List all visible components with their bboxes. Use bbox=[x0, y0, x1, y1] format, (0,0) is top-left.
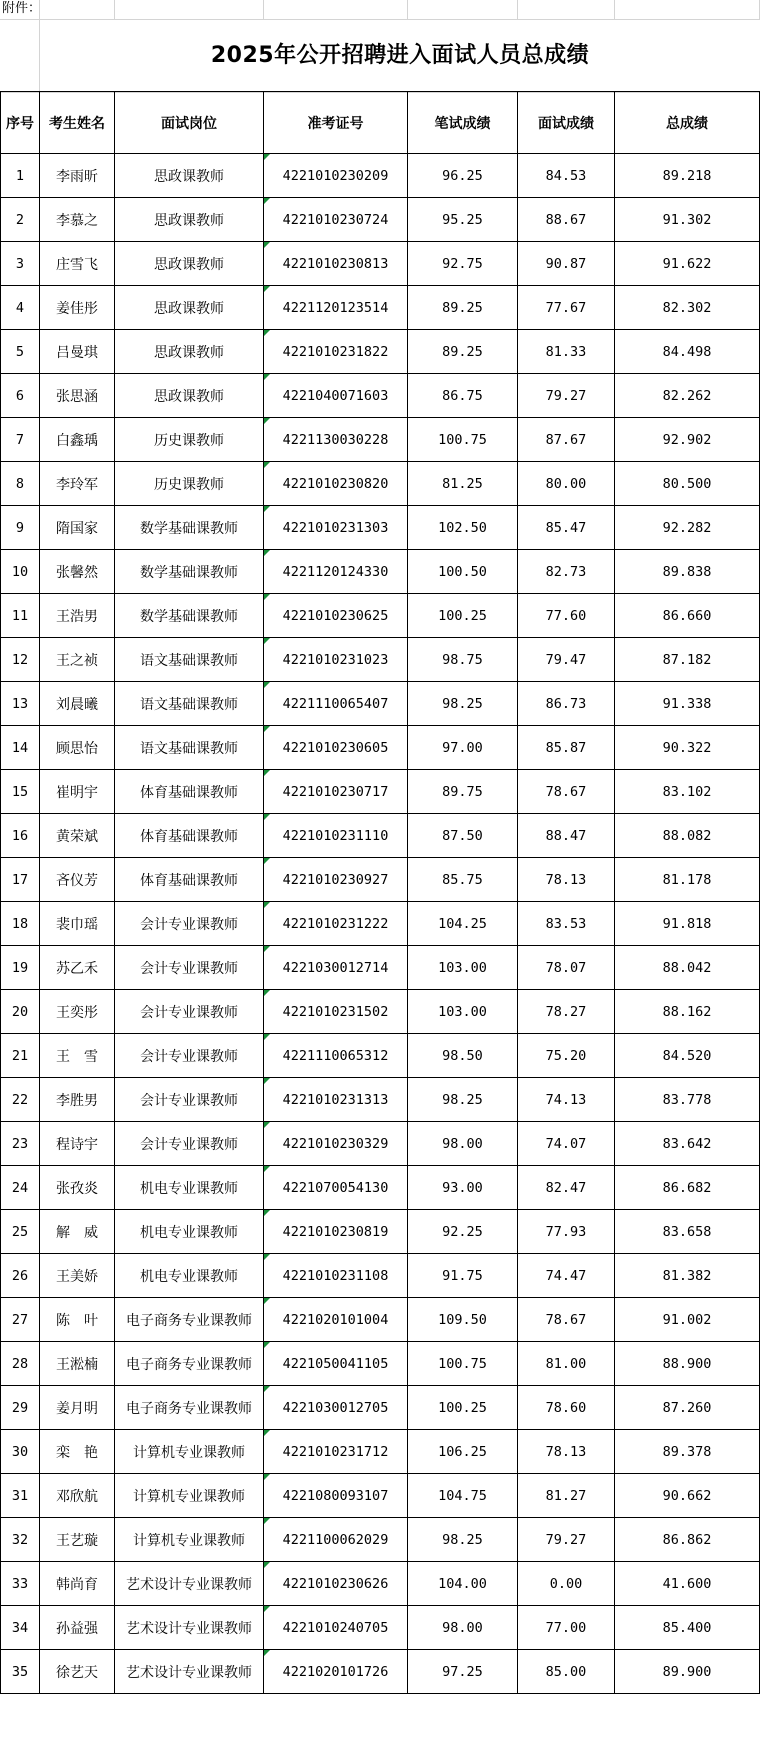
cell-position: 语文基础课教师 bbox=[115, 638, 264, 682]
cell-index: 18 bbox=[1, 902, 40, 946]
cell-total-score: 86.660 bbox=[615, 594, 760, 638]
cell-written-score: 89.25 bbox=[408, 286, 518, 330]
table-row bbox=[1, 462, 760, 506]
cell-position: 会计专业课教师 bbox=[115, 1078, 264, 1122]
cell-index: 21 bbox=[1, 1034, 40, 1078]
cell-exam-id: 4221010240705 bbox=[264, 1606, 408, 1650]
cell-interview-score: 78.13 bbox=[518, 1430, 615, 1474]
cell-exam-id: 4221120123514 bbox=[264, 286, 408, 330]
cell-position: 会计专业课教师 bbox=[115, 902, 264, 946]
cell-index: 10 bbox=[1, 550, 40, 594]
cell-index: 2 bbox=[1, 198, 40, 242]
table-row bbox=[1, 242, 760, 286]
cell-index: 3 bbox=[1, 242, 40, 286]
cell-total-score: 83.778 bbox=[615, 1078, 760, 1122]
cell-written-score: 98.00 bbox=[408, 1122, 518, 1166]
cell-total-score: 82.262 bbox=[615, 374, 760, 418]
cell-position: 计算机专业课教师 bbox=[115, 1430, 264, 1474]
cell-total-score: 84.498 bbox=[615, 330, 760, 374]
cell-position: 思政课教师 bbox=[115, 374, 264, 418]
cell-position: 语文基础课教师 bbox=[115, 726, 264, 770]
cell-interview-score: 77.67 bbox=[518, 286, 615, 330]
cell-written-score: 98.25 bbox=[408, 682, 518, 726]
cell-total-score: 82.302 bbox=[615, 286, 760, 330]
cell-interview-score: 77.93 bbox=[518, 1210, 615, 1254]
cell-exam-id: 4221010230209 bbox=[264, 154, 408, 198]
cell-total-score: 80.500 bbox=[615, 462, 760, 506]
cell-written-score: 87.50 bbox=[408, 814, 518, 858]
cell-position: 电子商务专业课教师 bbox=[115, 1298, 264, 1342]
cell-exam-id: 4221050041105 bbox=[264, 1342, 408, 1386]
cell-exam-id: 4221010230820 bbox=[264, 462, 408, 506]
cell-position: 会计专业课教师 bbox=[115, 990, 264, 1034]
cell-exam-id: 4221130030228 bbox=[264, 418, 408, 462]
cell-index: 22 bbox=[1, 1078, 40, 1122]
cell-index: 14 bbox=[1, 726, 40, 770]
cell-total-score: 83.642 bbox=[615, 1122, 760, 1166]
cell-written-score: 97.25 bbox=[408, 1650, 518, 1694]
table-row bbox=[1, 726, 760, 770]
cell-total-score: 84.520 bbox=[615, 1034, 760, 1078]
cell-position: 数学基础课教师 bbox=[115, 506, 264, 550]
cell-position: 会计专业课教师 bbox=[115, 1122, 264, 1166]
cell-written-score: 97.00 bbox=[408, 726, 518, 770]
cell-total-score: 83.102 bbox=[615, 770, 760, 814]
cell-total-score: 87.182 bbox=[615, 638, 760, 682]
table-row bbox=[1, 330, 760, 374]
cell-index: 32 bbox=[1, 1518, 40, 1562]
cell-exam-id: 4221020101726 bbox=[264, 1650, 408, 1694]
title-cell bbox=[0, 19, 760, 93]
cell-index: 28 bbox=[1, 1342, 40, 1386]
cell-total-score: 88.162 bbox=[615, 990, 760, 1034]
cell-exam-id: 4221120124330 bbox=[264, 550, 408, 594]
header-position: 面试岗位 bbox=[115, 92, 264, 154]
cell-total-score: 83.658 bbox=[615, 1210, 760, 1254]
cell-interview-score: 0.00 bbox=[518, 1562, 615, 1606]
cell-written-score: 96.25 bbox=[408, 154, 518, 198]
cell-position: 艺术设计专业课教师 bbox=[115, 1562, 264, 1606]
cell-written-score: 98.75 bbox=[408, 638, 518, 682]
cell-index: 24 bbox=[1, 1166, 40, 1210]
cell-position: 机电专业课教师 bbox=[115, 1254, 264, 1298]
cell-exam-id: 4221010230819 bbox=[264, 1210, 408, 1254]
cell-written-score: 89.75 bbox=[408, 770, 518, 814]
cell-position: 语文基础课教师 bbox=[115, 682, 264, 726]
table-row bbox=[1, 1298, 760, 1342]
cell-name: 王之祯 bbox=[40, 638, 115, 682]
cell-interview-score: 81.33 bbox=[518, 330, 615, 374]
cell-name: 王艺璇 bbox=[40, 1518, 115, 1562]
cell-index: 11 bbox=[1, 594, 40, 638]
cell-position: 体育基础课教师 bbox=[115, 858, 264, 902]
cell-interview-score: 78.13 bbox=[518, 858, 615, 902]
cell-exam-id: 4221010231822 bbox=[264, 330, 408, 374]
cell-written-score: 103.00 bbox=[408, 990, 518, 1034]
cell-exam-id: 4221040071603 bbox=[264, 374, 408, 418]
cell-index: 17 bbox=[1, 858, 40, 902]
cell-name: 王浩男 bbox=[40, 594, 115, 638]
cell-name: 庄雪飞 bbox=[40, 242, 115, 286]
cell-index: 35 bbox=[1, 1650, 40, 1694]
cell-total-score: 90.322 bbox=[615, 726, 760, 770]
cell-exam-id: 4221010231303 bbox=[264, 506, 408, 550]
cell-position: 计算机专业课教师 bbox=[115, 1518, 264, 1562]
cell-written-score: 98.50 bbox=[408, 1034, 518, 1078]
grid-line bbox=[0, 0, 760, 19]
cell-position: 电子商务专业课教师 bbox=[115, 1342, 264, 1386]
cell-interview-score: 83.53 bbox=[518, 902, 615, 946]
cell-name: 李胜男 bbox=[40, 1078, 115, 1122]
cell-total-score: 88.900 bbox=[615, 1342, 760, 1386]
cell-interview-score: 85.47 bbox=[518, 506, 615, 550]
cell-interview-score: 84.53 bbox=[518, 154, 615, 198]
cell-name: 李慕之 bbox=[40, 198, 115, 242]
cell-written-score: 98.00 bbox=[408, 1606, 518, 1650]
cell-interview-score: 82.73 bbox=[518, 550, 615, 594]
cell-total-score: 87.260 bbox=[615, 1386, 760, 1430]
cell-exam-id: 4221010230813 bbox=[264, 242, 408, 286]
cell-interview-score: 74.13 bbox=[518, 1078, 615, 1122]
cell-exam-id: 4221010230927 bbox=[264, 858, 408, 902]
table-row bbox=[1, 198, 760, 242]
cell-exam-id: 4221110065407 bbox=[264, 682, 408, 726]
cell-written-score: 95.25 bbox=[408, 198, 518, 242]
cell-index: 33 bbox=[1, 1562, 40, 1606]
cell-name: 王奕彤 bbox=[40, 990, 115, 1034]
cell-index: 31 bbox=[1, 1474, 40, 1518]
cell-total-score: 41.600 bbox=[615, 1562, 760, 1606]
cell-name: 苏乙禾 bbox=[40, 946, 115, 990]
cell-index: 9 bbox=[1, 506, 40, 550]
cell-total-score: 89.378 bbox=[615, 1430, 760, 1474]
cell-position: 思政课教师 bbox=[115, 154, 264, 198]
cell-position: 历史课教师 bbox=[115, 418, 264, 462]
cell-name: 邓欣航 bbox=[40, 1474, 115, 1518]
cell-position: 会计专业课教师 bbox=[115, 946, 264, 990]
header-exam-id: 准考证号 bbox=[264, 92, 408, 154]
cell-total-score: 85.400 bbox=[615, 1606, 760, 1650]
cell-exam-id: 4221080093107 bbox=[264, 1474, 408, 1518]
cell-written-score: 104.75 bbox=[408, 1474, 518, 1518]
cell-index: 23 bbox=[1, 1122, 40, 1166]
cell-name: 张孜炎 bbox=[40, 1166, 115, 1210]
cell-index: 5 bbox=[1, 330, 40, 374]
cell-index: 6 bbox=[1, 374, 40, 418]
cell-written-score: 109.50 bbox=[408, 1298, 518, 1342]
cell-index: 20 bbox=[1, 990, 40, 1034]
table-row bbox=[1, 550, 760, 594]
cell-position: 计算机专业课教师 bbox=[115, 1474, 264, 1518]
cell-index: 30 bbox=[1, 1430, 40, 1474]
cell-written-score: 92.25 bbox=[408, 1210, 518, 1254]
cell-written-score: 86.75 bbox=[408, 374, 518, 418]
cell-position: 体育基础课教师 bbox=[115, 770, 264, 814]
table-body bbox=[1, 154, 760, 1694]
cell-exam-id: 4221010230329 bbox=[264, 1122, 408, 1166]
cell-position: 数学基础课教师 bbox=[115, 550, 264, 594]
table-row bbox=[1, 770, 760, 814]
table-row bbox=[1, 1430, 760, 1474]
cell-exam-id: 4221030012705 bbox=[264, 1386, 408, 1430]
table-row bbox=[1, 990, 760, 1034]
cell-index: 19 bbox=[1, 946, 40, 990]
table-row bbox=[1, 638, 760, 682]
cell-total-score: 91.302 bbox=[615, 198, 760, 242]
table-row bbox=[1, 1122, 760, 1166]
cell-written-score: 100.75 bbox=[408, 1342, 518, 1386]
cell-name: 栾 艳 bbox=[40, 1430, 115, 1474]
cell-name: 隋国家 bbox=[40, 506, 115, 550]
header-row bbox=[1, 92, 760, 154]
cell-index: 16 bbox=[1, 814, 40, 858]
cell-written-score: 102.50 bbox=[408, 506, 518, 550]
cell-written-score: 93.00 bbox=[408, 1166, 518, 1210]
header-interview-score: 面试成绩 bbox=[518, 92, 615, 154]
cell-exam-id: 4221010231110 bbox=[264, 814, 408, 858]
cell-name: 王美娇 bbox=[40, 1254, 115, 1298]
table-row bbox=[1, 506, 760, 550]
header-written-score: 笔试成绩 bbox=[408, 92, 518, 154]
table-row bbox=[1, 1166, 760, 1210]
cell-position: 思政课教师 bbox=[115, 198, 264, 242]
cell-total-score: 88.082 bbox=[615, 814, 760, 858]
cell-total-score: 91.622 bbox=[615, 242, 760, 286]
cell-position: 体育基础课教师 bbox=[115, 814, 264, 858]
cell-total-score: 81.382 bbox=[615, 1254, 760, 1298]
cell-total-score: 90.662 bbox=[615, 1474, 760, 1518]
cell-name: 白鑫瑀 bbox=[40, 418, 115, 462]
cell-total-score: 91.002 bbox=[615, 1298, 760, 1342]
cell-index: 1 bbox=[1, 154, 40, 198]
cell-interview-score: 77.60 bbox=[518, 594, 615, 638]
cell-index: 27 bbox=[1, 1298, 40, 1342]
header-total-score: 总成绩 bbox=[615, 92, 760, 154]
cell-index: 29 bbox=[1, 1386, 40, 1430]
cell-interview-score: 77.00 bbox=[518, 1606, 615, 1650]
cell-total-score: 89.218 bbox=[615, 154, 760, 198]
cell-exam-id: 4221010230605 bbox=[264, 726, 408, 770]
cell-interview-score: 86.73 bbox=[518, 682, 615, 726]
table-row bbox=[1, 858, 760, 902]
header-name: 考生姓名 bbox=[40, 92, 115, 154]
cell-interview-score: 74.07 bbox=[518, 1122, 615, 1166]
cell-interview-score: 82.47 bbox=[518, 1166, 615, 1210]
cell-name: 李玲军 bbox=[40, 462, 115, 506]
cell-written-score: 98.25 bbox=[408, 1078, 518, 1122]
table-row bbox=[1, 1650, 760, 1694]
cell-position: 艺术设计专业课教师 bbox=[115, 1650, 264, 1694]
cell-interview-score: 90.87 bbox=[518, 242, 615, 286]
table-row bbox=[1, 1562, 760, 1606]
cell-interview-score: 79.47 bbox=[518, 638, 615, 682]
sheet-top-row bbox=[0, 0, 762, 19]
cell-total-score: 86.682 bbox=[615, 1166, 760, 1210]
cell-position: 思政课教师 bbox=[115, 330, 264, 374]
cell-position: 思政课教师 bbox=[115, 286, 264, 330]
cell-exam-id: 4221020101004 bbox=[264, 1298, 408, 1342]
table-row bbox=[1, 1606, 760, 1650]
table-row bbox=[1, 902, 760, 946]
cell-interview-score: 80.00 bbox=[518, 462, 615, 506]
cell-name: 张思涵 bbox=[40, 374, 115, 418]
table-row bbox=[1, 1254, 760, 1298]
cell-index: 12 bbox=[1, 638, 40, 682]
cell-exam-id: 4221010230625 bbox=[264, 594, 408, 638]
table-row bbox=[1, 418, 760, 462]
cell-interview-score: 81.27 bbox=[518, 1474, 615, 1518]
cell-exam-id: 4221010231502 bbox=[264, 990, 408, 1034]
cell-interview-score: 88.47 bbox=[518, 814, 615, 858]
cell-name: 崔明宇 bbox=[40, 770, 115, 814]
cell-written-score: 100.25 bbox=[408, 594, 518, 638]
table-row bbox=[1, 1078, 760, 1122]
cell-written-score: 106.25 bbox=[408, 1430, 518, 1474]
cell-interview-score: 78.07 bbox=[518, 946, 615, 990]
cell-index: 34 bbox=[1, 1606, 40, 1650]
cell-exam-id: 4221010231108 bbox=[264, 1254, 408, 1298]
cell-total-score: 92.902 bbox=[615, 418, 760, 462]
cell-exam-id: 4221010231313 bbox=[264, 1078, 408, 1122]
cell-position: 会计专业课教师 bbox=[115, 1034, 264, 1078]
cell-position: 思政课教师 bbox=[115, 242, 264, 286]
table-row bbox=[1, 154, 760, 198]
cell-position: 艺术设计专业课教师 bbox=[115, 1606, 264, 1650]
cell-interview-score: 78.60 bbox=[518, 1386, 615, 1430]
score-table bbox=[0, 91, 760, 1694]
cell-written-score: 92.75 bbox=[408, 242, 518, 286]
table-row bbox=[1, 374, 760, 418]
cell-name: 张馨然 bbox=[40, 550, 115, 594]
cell-name: 黄荣斌 bbox=[40, 814, 115, 858]
cell-name: 吕曼琪 bbox=[40, 330, 115, 374]
header-index: 序号 bbox=[1, 92, 40, 154]
cell-total-score: 91.338 bbox=[615, 682, 760, 726]
cell-exam-id: 4221100062029 bbox=[264, 1518, 408, 1562]
cell-written-score: 100.25 bbox=[408, 1386, 518, 1430]
table-row bbox=[1, 814, 760, 858]
table-row bbox=[1, 1386, 760, 1430]
cell-total-score: 92.282 bbox=[615, 506, 760, 550]
cell-index: 25 bbox=[1, 1210, 40, 1254]
cell-name: 吝仪芳 bbox=[40, 858, 115, 902]
cell-position: 机电专业课教师 bbox=[115, 1210, 264, 1254]
cell-name: 李雨昕 bbox=[40, 154, 115, 198]
cell-exam-id: 4221010230626 bbox=[264, 1562, 408, 1606]
cell-interview-score: 88.67 bbox=[518, 198, 615, 242]
cell-interview-score: 78.67 bbox=[518, 770, 615, 814]
cell-name: 王淞楠 bbox=[40, 1342, 115, 1386]
cell-name: 裴巾瑶 bbox=[40, 902, 115, 946]
cell-total-score: 88.042 bbox=[615, 946, 760, 990]
attachment-label: 附件： bbox=[2, 1, 42, 16]
cell-position: 机电专业课教师 bbox=[115, 1166, 264, 1210]
cell-index: 4 bbox=[1, 286, 40, 330]
cell-name: 孙益强 bbox=[40, 1606, 115, 1650]
cell-exam-id: 4221010230724 bbox=[264, 198, 408, 242]
table-row bbox=[1, 946, 760, 990]
cell-written-score: 98.25 bbox=[408, 1518, 518, 1562]
cell-index: 26 bbox=[1, 1254, 40, 1298]
cell-total-score: 91.818 bbox=[615, 902, 760, 946]
cell-total-score: 89.900 bbox=[615, 1650, 760, 1694]
cell-total-score: 89.838 bbox=[615, 550, 760, 594]
cell-written-score: 89.25 bbox=[408, 330, 518, 374]
cell-exam-id: 4221010231712 bbox=[264, 1430, 408, 1474]
cell-index: 13 bbox=[1, 682, 40, 726]
cell-position: 数学基础课教师 bbox=[115, 594, 264, 638]
cell-total-score: 86.862 bbox=[615, 1518, 760, 1562]
cell-exam-id: 4221110065312 bbox=[264, 1034, 408, 1078]
cell-interview-score: 87.67 bbox=[518, 418, 615, 462]
cell-exam-id: 4221030012714 bbox=[264, 946, 408, 990]
cell-written-score: 104.00 bbox=[408, 1562, 518, 1606]
cell-interview-score: 81.00 bbox=[518, 1342, 615, 1386]
cell-exam-id: 4221010230717 bbox=[264, 770, 408, 814]
page-title: 2025年公开招聘进入面试人员总成绩 bbox=[210, 43, 590, 68]
table-row bbox=[1, 1342, 760, 1386]
cell-name: 韩尚育 bbox=[40, 1562, 115, 1606]
cell-position: 历史课教师 bbox=[115, 462, 264, 506]
cell-written-score: 81.25 bbox=[408, 462, 518, 506]
table-row bbox=[1, 682, 760, 726]
cell-interview-score: 85.87 bbox=[518, 726, 615, 770]
cell-interview-score: 74.47 bbox=[518, 1254, 615, 1298]
cell-total-score: 81.178 bbox=[615, 858, 760, 902]
cell-written-score: 100.75 bbox=[408, 418, 518, 462]
table-row bbox=[1, 286, 760, 330]
cell-interview-score: 78.27 bbox=[518, 990, 615, 1034]
cell-exam-id: 4221010231222 bbox=[264, 902, 408, 946]
cell-name: 姜佳彤 bbox=[40, 286, 115, 330]
cell-name: 徐艺天 bbox=[40, 1650, 115, 1694]
cell-index: 8 bbox=[1, 462, 40, 506]
table-row bbox=[1, 1210, 760, 1254]
table-row bbox=[1, 1474, 760, 1518]
cell-position: 电子商务专业课教师 bbox=[115, 1386, 264, 1430]
cell-name: 王 雪 bbox=[40, 1034, 115, 1078]
cell-written-score: 104.25 bbox=[408, 902, 518, 946]
cell-interview-score: 85.00 bbox=[518, 1650, 615, 1694]
cell-exam-id: 4221010231023 bbox=[264, 638, 408, 682]
table-row bbox=[1, 1034, 760, 1078]
cell-interview-score: 79.27 bbox=[518, 1518, 615, 1562]
table-row bbox=[1, 594, 760, 638]
cell-index: 7 bbox=[1, 418, 40, 462]
cell-written-score: 100.50 bbox=[408, 550, 518, 594]
cell-written-score: 103.00 bbox=[408, 946, 518, 990]
table-row bbox=[1, 1518, 760, 1562]
cell-name: 刘晨曦 bbox=[40, 682, 115, 726]
cell-exam-id: 4221070054130 bbox=[264, 1166, 408, 1210]
cell-name: 程诗宇 bbox=[40, 1122, 115, 1166]
cell-name: 陈 叶 bbox=[40, 1298, 115, 1342]
cell-written-score: 91.75 bbox=[408, 1254, 518, 1298]
cell-index: 15 bbox=[1, 770, 40, 814]
cell-written-score: 85.75 bbox=[408, 858, 518, 902]
cell-interview-score: 79.27 bbox=[518, 374, 615, 418]
cell-interview-score: 75.20 bbox=[518, 1034, 615, 1078]
cell-name: 顾思怡 bbox=[40, 726, 115, 770]
cell-name: 解 威 bbox=[40, 1210, 115, 1254]
cell-interview-score: 78.67 bbox=[518, 1298, 615, 1342]
cell-name: 姜月明 bbox=[40, 1386, 115, 1430]
